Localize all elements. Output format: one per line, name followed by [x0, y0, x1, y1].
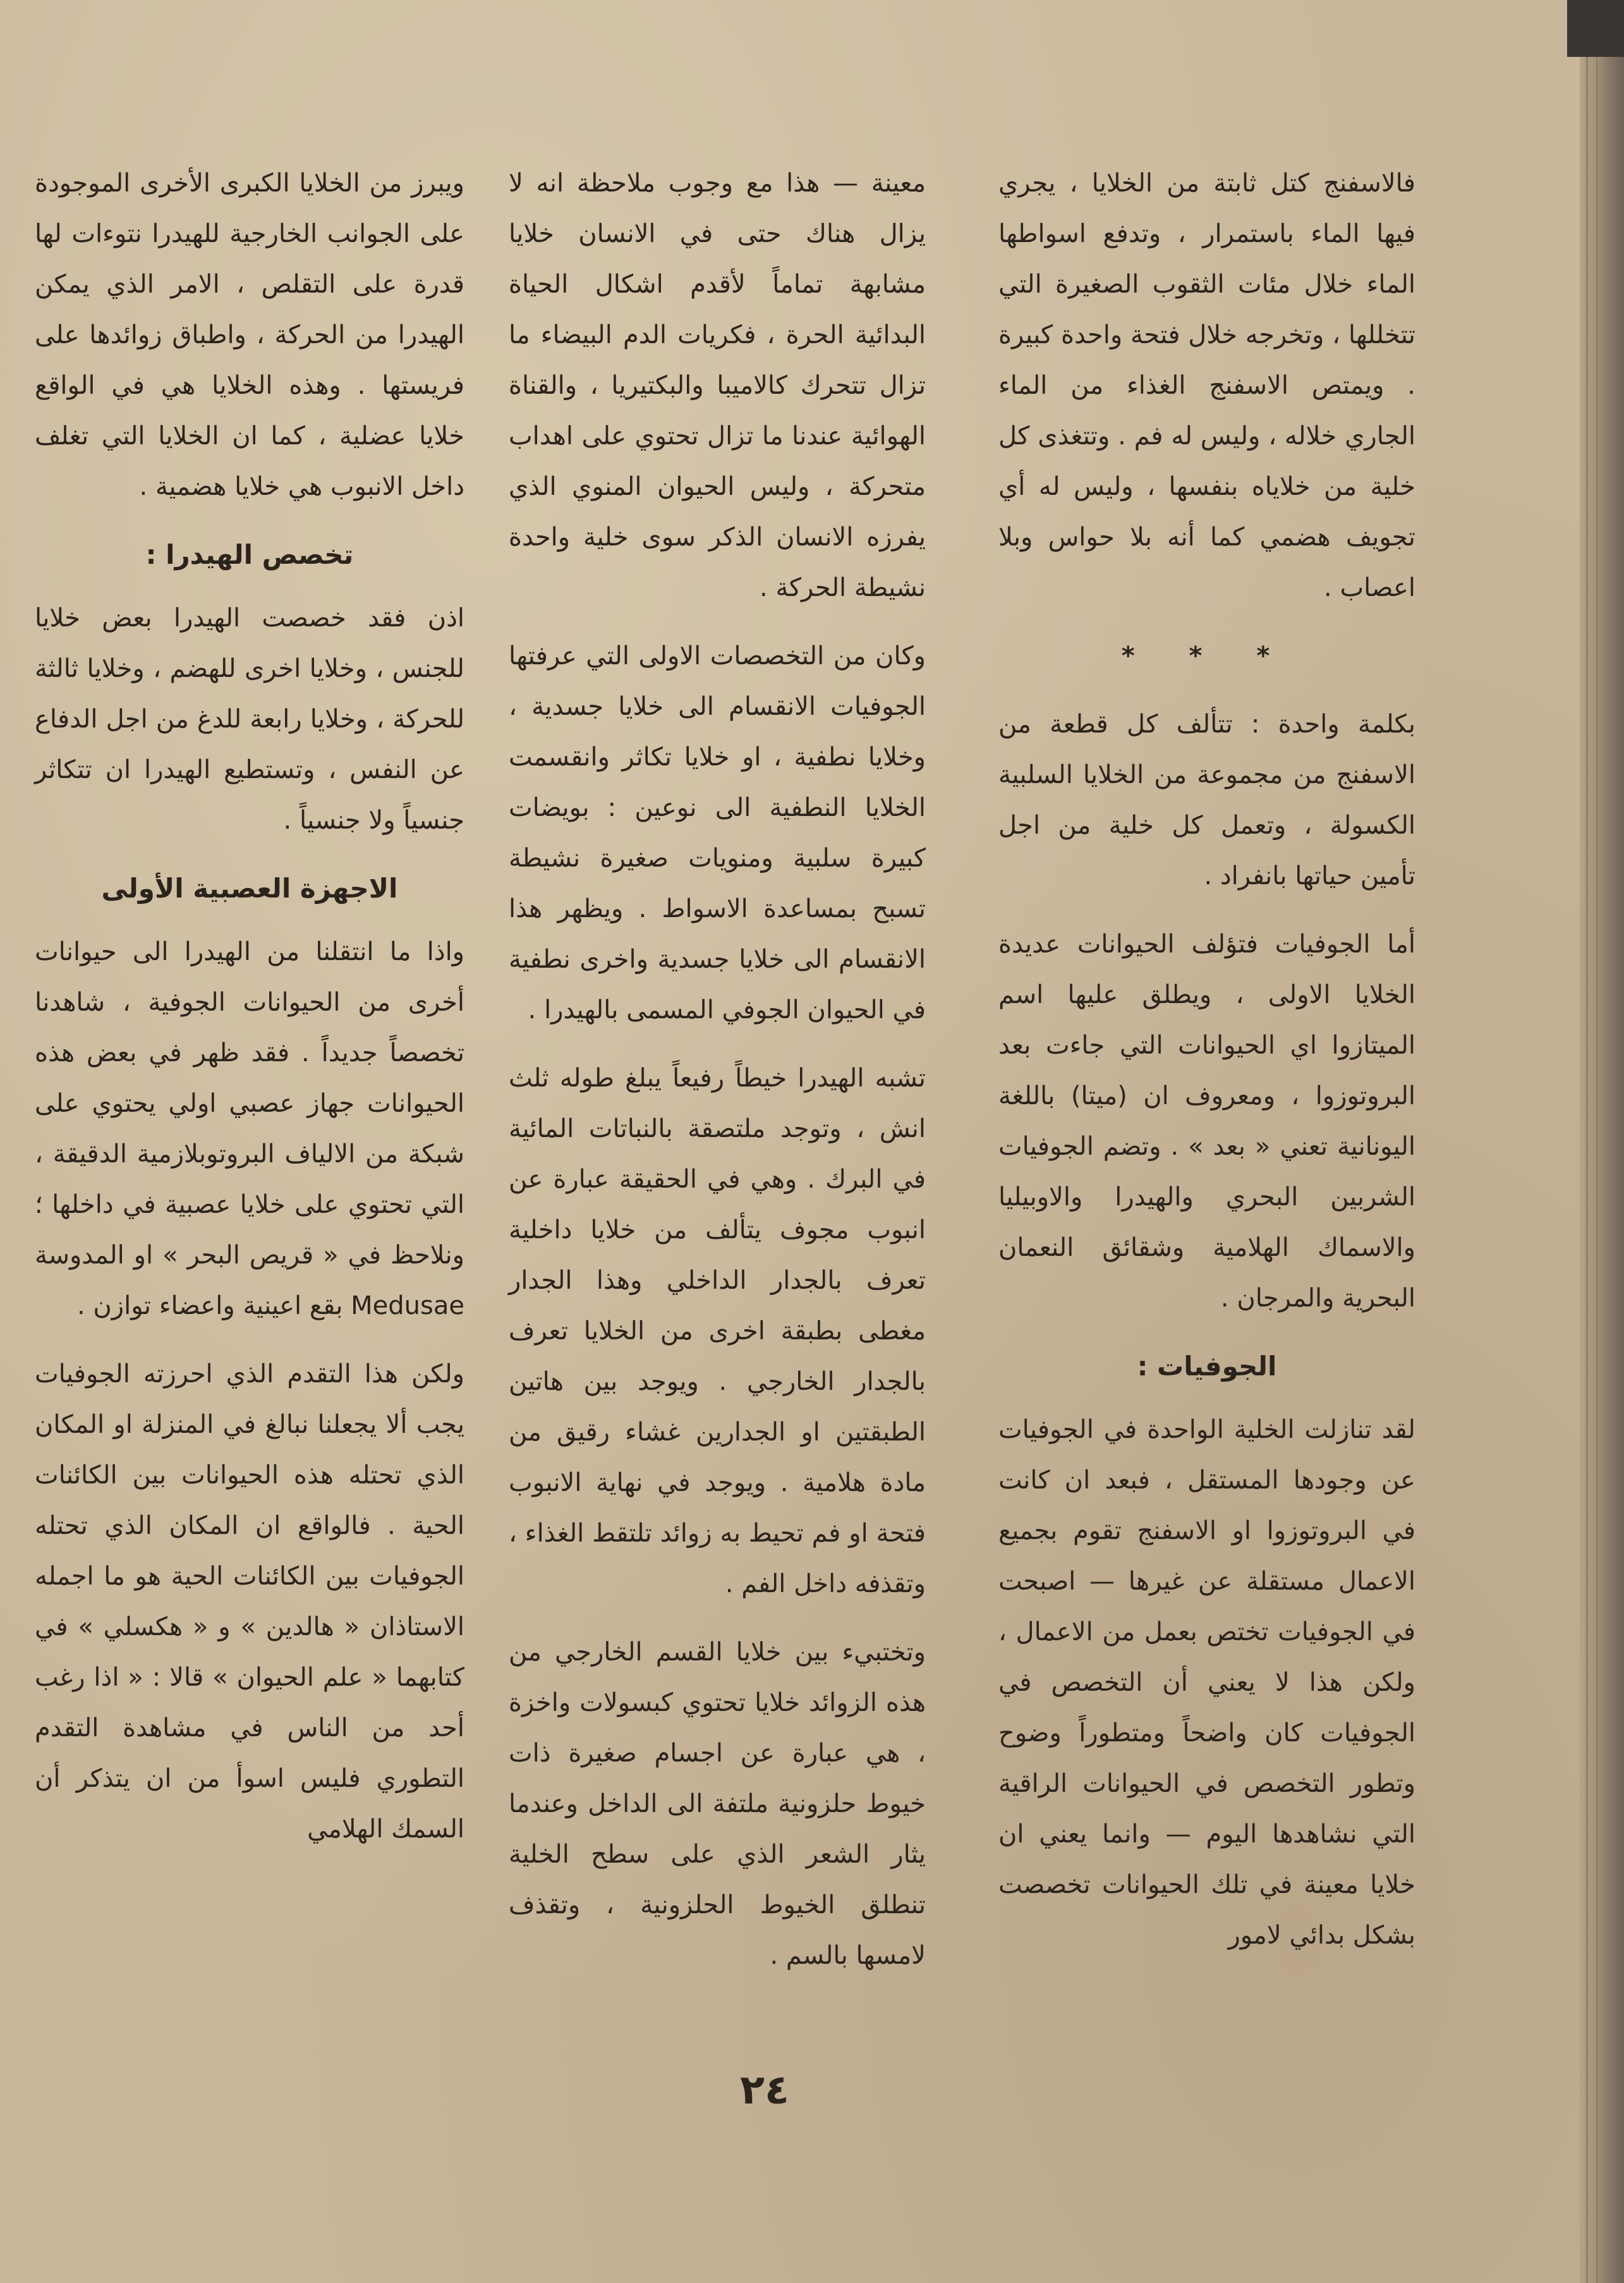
left-paragraph-2: اذن فقد خصصت الهيدرا بعض خلايا للجنس ، وخلايا اخرى للهضم ، وخلايا ثالثة للحركة ، وخلايا رابعة للدغ من اجل الدفاع عن النفس ، وتستطيع الهيدرا ان تتكاثر جنسياً ولا جنسياً . — [35, 604, 464, 835]
right-paragraph-1: فالاسفنج كتل ثابتة من الخلايا ، يجري فيها الماء باستمرار ، وتدفع اسواطها الماء خلال مئات الثقوب الصغيرة التي تتخللها ، وتخرجه خلال فتحة واحدة كبيرة . ويمتص الاسفنج الغذاء من الماء الجاري خلاله ، وليس له فم . وتتغذى كل خلية من خلاياه بنفسها ، وليس له أي تجويف هضمي كما أنه بلا حواس وبلا اعصاب . — [998, 169, 1415, 602]
middle-column — [509, 158, 926, 2054]
right-paragraph-3: أما الجوفيات فتؤلف الحيوانات عديدة الخلايا الاولى ، ويطلق عليها اسم الميتازوا اي الحيوانات التي جاءت بعد البروتوزوا ، ومعروف ان (ميتا) باللغة اليونانية تعني « بعد » . وتضم الجوفيات الشربين البحري والهيدرا والاوبيليا والاسماك الهلامية وشقائق النعمان البحرية والمرجان . — [998, 930, 1415, 1313]
left-paragraph-3: واذا ما انتقلنا من الهيدرا الى حيوانات أخرى من الحيوانات الجوفية ، شاهدنا تخصصاً جديداً . فقد ظهر في بعض هذه الحيوانات جهاز عصبي اولي يحتوي على شبكة من الالياف البروتوبلازمية الدقيقة ، التي تحتوي على خلايا عصبية في داخلها ؛ ونلاحظ في « قريص البحر » او المدوسة Medusae بقع اعينية واعضاء توازن . — [35, 937, 464, 1320]
left-paragraph-4: ولكن هذا التقدم الذي احرزته الجوفيات يجب ألا يجعلنا نبالغ في المنزلة او المكان الذي تحتله هذه الحيوانات بين الكائنات الحية . فالواقع ان المكان الذي تحتله الجوفيات بين الكائنات الحية هو ما اجمله الاستاذان « هالدين » و « هكسلي » في كتابهما « علم الحيوان » قالا : « اذا رغب أحد من الناس في مشاهدة التقدم التطوري فليس اسوأ من ان يتذكر أن السمك الهلامي — [35, 1360, 464, 1844]
heading-first-nervous-systems: الاجهزة العصبية الأولى — [101, 873, 398, 904]
middle-paragraph-3: تشبه الهيدرا خيطاً رفيعاً يبلغ طوله ثلث انش ، وتوجد ملتصقة بالنباتات المائية في البرك . وهي في الحقيقة عبارة عن انبوب مجوف يتألف من خلايا داخلية تعرف بالجدار الداخلي وهذا الجدار مغطى بطبقة اخرى من الخلايا تعرف بالجدار الخارجي . ويوجد بين هاتين الطبقتين او الجدارين غشاء رقيق من مادة هلامية . ويوجد في نهاية الانبوب فتحة او فم تحيط به زوائد تلتقط الغذاء ، وتقذفه داخل الفم . — [509, 1064, 926, 1598]
middle-paragraph-4: وتختبيء بين خلايا القسم الخارجي من هذه الزوائد خلايا تحتوي كبسولات واخزة ، هي عبارة عن اجسام صغيرة ذات خيوط حلزونية ملتفة الى الداخل وعندما يثار الشعر الذي على سطح الخلية تنطلق الخيوط الحلزونية ، وتقذف لامسها بالسم . — [509, 1638, 926, 1970]
middle-paragraph-2: وكان من التخصصات الاولى التي عرفتها الجوفيات الانقسام الى خلايا جسدية ، وخلايا نطفية ، او خلايا تكاثر وانقسمت الخلايا النطفية الى نوعين : بويضات كبيرة سلبية ومنويات صغيرة نشيطة تسبح بمساعدة الاسواط . ويظهر هذا الانقسام الى خلايا جسدية واخرى نطفية في الحيوان الجوفي المسمى بالهيدرا . — [509, 642, 926, 1025]
right-paragraph-2: بكلمة واحدة : تتألف كل قطعة من الاسفنج من مجموعة من الخلايا السلبية الكسولة ، وتعمل كل خلية من اجل تأمين حياتها بانفراد . — [998, 710, 1415, 891]
middle-paragraph-1: معينة — هذا مع وجوب ملاحظة انه لا يزال هناك حتى في الانسان خلايا مشابهة تماماً لأقدم اشكال الحياة البدائية الحرة ، فكريات الدم البيضاء ما تزال تتحرك كالاميبا والبكتيريا ، والقناة الهوائية عندنا ما تزال تحتوي على اهداب متحركة ، وليس الحيوان المنوي الذي يفرزه الانسان الذكر سوى خلية واحدة نشيطة الحركة . — [509, 169, 926, 602]
scan-corner — [1567, 0, 1624, 57]
section-separator: * * * — [1121, 642, 1293, 671]
left-paragraph-1: ويبرز من الخلايا الكبرى الأخرى الموجودة على الجوانب الخارجية للهيدرا نتوءات لها قدرة على التقلص ، الامر الذي يمكن الهيدرا من الحركة ، واطباق زوائدها على فريستها . وهذه الخلايا هي في الواقع خلايا عضلية ، كما ان الخلايا التي تغلف داخل الانبوب هي خلايا هضمية . — [35, 169, 464, 501]
page-number: ٢٤ — [739, 2067, 790, 2114]
page-edge — [1580, 0, 1624, 2283]
left-column — [35, 158, 464, 2054]
heading-coelenterates: الجوفيات : — [1137, 1351, 1277, 1382]
right-column — [998, 158, 1415, 2054]
heading-hydra-specialization: تخصص الهيدرا : — [145, 539, 354, 570]
right-paragraph-4: لقد تنازلت الخلية الواحدة في الجوفيات عن وجودها المستقل ، فبعد ان كانت في البروتوزوا او الاسفنج تقوم بجميع الاعمال مستقلة عن غيرها — اصبحت في الجوفيات تختص بعمل من الاعمال ، ولكن هذا لا يعني أن التخصص في الجوفيات كان واضحاً ومتطوراً وضوح وتطور التخصص في الحيوانات الراقية التي نشاهدها اليوم — وانما يعني ان خلايا معينة في تلك الحيوانات تخصصت بشكل بدائي لامور — [998, 1415, 1415, 1950]
